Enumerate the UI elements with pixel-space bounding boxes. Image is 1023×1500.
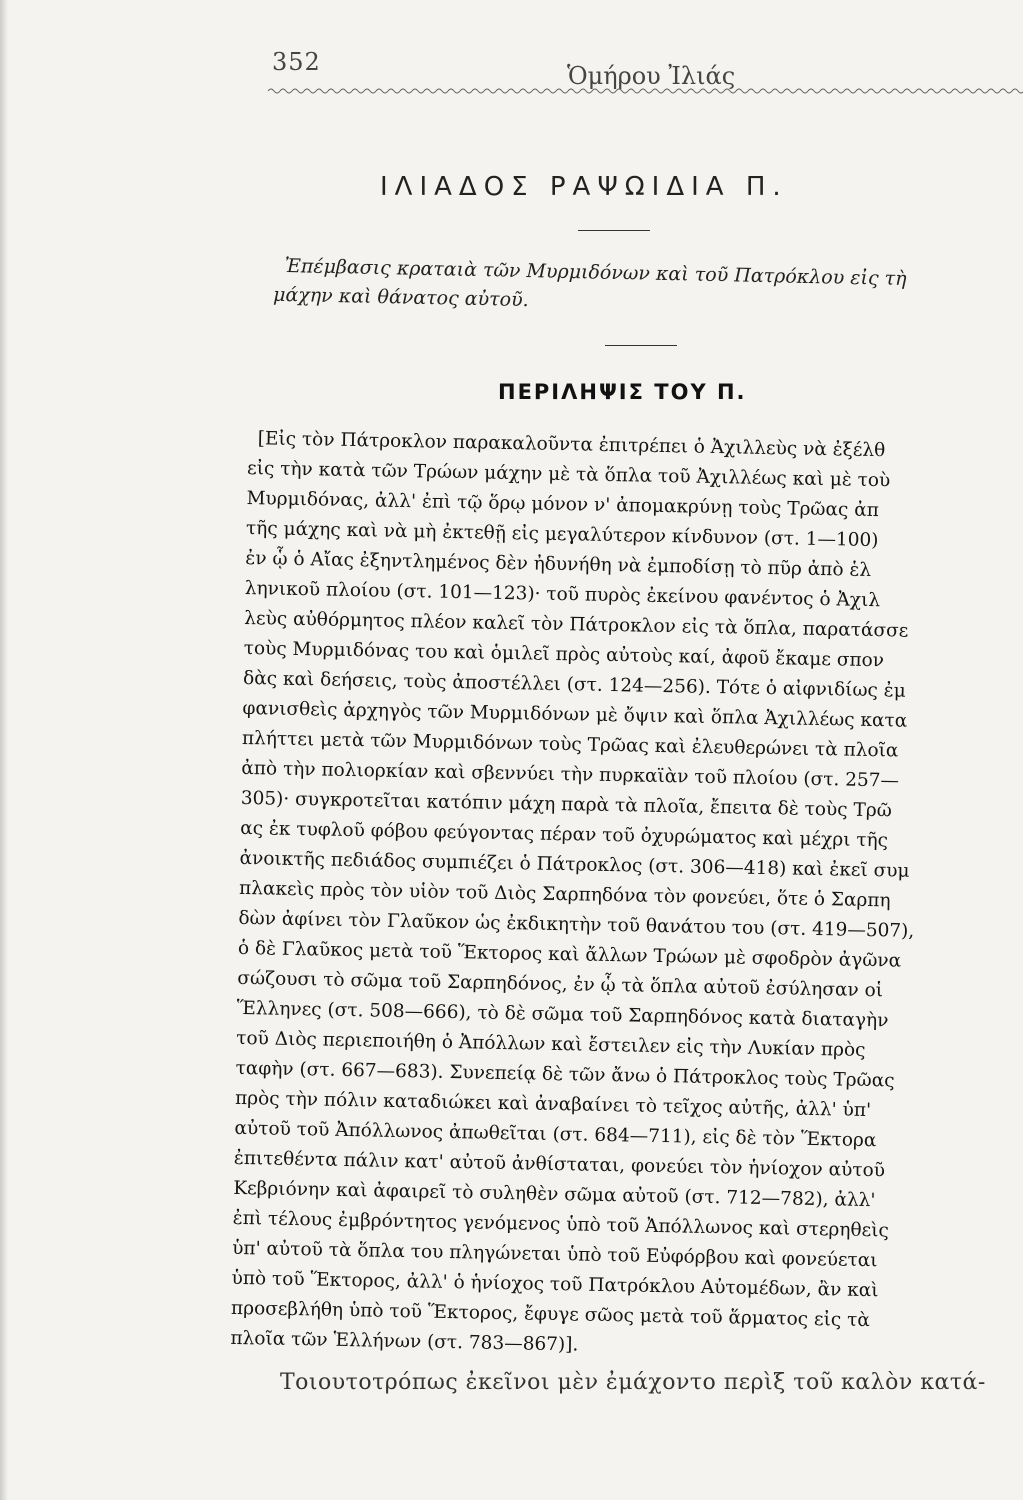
subtitle-line: Ἐπέμβασις κραταιὰ τῶν Μυρμιδόνων καὶ τοῦ Πατρόκλου εἰς τὴ [284,254,907,291]
summary-line: ληνικοῦ πλοίου (στ. 101—123)· τοῦ πυρὸς ἐκείνου φανέντος ὁ Ἀχιλ [244,577,881,612]
summary-line: εἰς τὴν κατὰ τῶν Τρώων μάχην μὲ τὰ ὅπλα τοῦ Ἀχιλλέως καὶ μὲ τοὺ [246,457,891,492]
summary-line: [Εἰς τὸν Πάτροκλον παρακαλοῦντα ἐπιτρέπει ὁ Ἀχιλλεὺς νὰ ἐξέλθ [257,428,886,462]
summary-line: ας ἐκ τυφλοῦ φόβου φεύγοντας πέραν τοῦ ὀχυρώματος καὶ μέχρι τῆς [240,817,889,852]
summary-line: σώζουσι τὸ σῶμα τοῦ Σαρπηδόνος, ἐν ᾧ τὰ ὅπλα αὐτοῦ ἐσύλησαν οἱ [237,967,884,1002]
summary-line: ὑπ' αὐτοῦ τὰ ὅπλα του πληγώνεται ὑπὸ τοῦ Εὐφόρβου καὶ φονεύεται [231,1237,878,1272]
subtitle-divider [605,345,677,346]
header-wavy-rule [268,86,1023,96]
summary-line: τῆς μάχης καὶ νὰ μὴ ἐκτεθῇ εἰς μεγαλύτερον κίνδυνον (στ. 1—100) [245,517,879,552]
summary-line: πλοῖα τῶν Ἑλλήνων (στ. 783—867)]. [230,1327,579,1356]
summary-line: ἀπὸ τὴν πολιορκίαν καὶ σβεννύει τὴν πυρκαϊὰν τοῦ πλοίου (στ. 257— [241,757,900,792]
summary-line: ἐπιτεθέντα πάλιν κατ' αὐτοῦ ἀνθίσταται, φονεύει τὸν ἡνίοχον αὐτοῦ [233,1147,886,1182]
summary-line: πρὸς τὴν πόλιν καταδιώκει καὶ ἀναβαίνει τὸ τεῖχος αὐτῆς, ἀλλ' ὑπ' [234,1087,872,1122]
summary-line: ταφὴν (στ. 667—683). Συνεπείᾳ δὲ τῶν ἄνω ὁ Πάτροκλος τοὺς Τρῶας [235,1057,895,1092]
summary-line: 305)· συγκροτεῖται κατόπιν μάχη παρὰ τὰ πλοῖα, ἔπειτα δὲ τοὺς Τρῶ [240,787,892,822]
summary-line: προσεβλήθη ὑπὸ τοῦ Ἕκτορος, ἔφυγε σῶος μετὰ τοῦ ἅρματος εἰς τὰ [230,1297,871,1332]
summary-line: τοῦ Διὸς περιεποιήθη ὁ Ἀπόλλων καὶ ἔστειλεν εἰς τὴν Λυκίαν πρὸς [236,1027,866,1061]
summary-line: ὑπὸ τοῦ Ἕκτορος, ἀλλ' ὁ ἡνίοχος τοῦ Πατρόκλου Αὐτομέδων, ἂν καὶ [231,1267,879,1302]
chapter-title: ΙΛΙΑΔΟΣ ΡΑΨΩΙΔΙΑ Π. [380,172,788,202]
summary-line: φανισθεὶς ἀρχηγὸς τῶν Μυρμιδόνων μὲ ὄψιν καὶ ὅπλα Ἀχιλλέως κατα [242,697,908,732]
summary-line: Μυρμιδόνας, ἀλλ' ἐπὶ τῷ ὅρῳ μόνον ν' ἀπομακρύνῃ τοὺς Τρῶας ἀπ [246,487,880,522]
summary-line: τοὺς Μυρμιδόνας του καὶ ὁμιλεῖ πρὸς αὐτοὺς καί, ἀφοῦ ἔκαμε σπον [243,637,885,672]
summary-text [230,424,1023,1356]
summary-heading: ΠΕΡΙΛΗΨΙΣ ΤΟΥ Π. [498,380,747,404]
summary-line: ἐπὶ τέλους ἐμβρόντητος γενόμενος ὑπὸ τοῦ Ἀπόλλωνος καὶ στερηθεὶς [232,1207,890,1242]
title-divider [578,230,650,231]
summary-line: ἀνοικτῆς πεδιάδος συμπιέζει ὁ Πάτροκλος (στ. 306—418) καὶ ἐκεῖ συμ [239,847,910,882]
summary-line: λεὺς αὐθόρμητος πλέον καλεῖ τὸν Πάτροκλον εἰς τὰ ὅπλα, παρατάσσε [244,607,909,642]
summary-line: Κεβριόνην καὶ ἀφαιρεῖ τὸ συληθὲν σῶμα αὐτοῦ (στ. 712—782), ἀλλ' [233,1177,876,1212]
running-title: Ὁμήρου Ἰλιάς [567,62,736,90]
page-edge-shadow [0,0,8,1500]
subtitle-line: μάχην καὶ θάνατος αὐτοῦ. [272,283,529,312]
summary-line: ὁ δὲ Γλαῦκος μετὰ τοῦ Ἕκτορος καὶ ἄλλων Τρώων μὲ σφοδρὸν ἀγῶνα [237,937,902,972]
summary-line: αὐτοῦ τοῦ Ἀπόλλωνος ἀπωθεῖται (στ. 684—711), εἰς δὲ τὸν Ἕκτορα [234,1117,877,1152]
summary-line: Ἕλληνες (στ. 508—666), τὸ δὲ σῶμα τοῦ Σαρπηδόνος κατὰ διαταγὴν [236,997,889,1032]
summary-line: πλακεὶς πρὸς τὸν υἱὸν τοῦ Διὸς Σαρπηδόνα τὸν φονεύει, ὅτε ὁ Σαρπη [238,877,891,912]
summary-line: ἐν ᾧ ὁ Αἴας ἐξηντλημένος δὲν ἠδυνήθη νὰ ἐμποδίσῃ τὸ πῦρ ἀπὸ ἑλ [245,547,872,581]
summary-line: δὰς καὶ δεήσεις, τοὺς ἀποστέλλει (στ. 124—256). Τότε ὁ αἰφνιδίως ἐμ [242,667,906,702]
summary-line: δὼν ἀφίνει τὸν Γλαῦκον ὡς ἐκδικητὴν τοῦ θανάτου του (στ. 419—507), [238,907,915,942]
poem-first-line: Τοιουτοτρόπως ἐκεῖνοι μὲν ἐμάχοντο περὶξ τοῦ καλὸν κατά- [280,1370,986,1395]
page-number: 352 [272,48,321,76]
chapter-subtitle [272,252,1023,325]
summary-line: πλήττει μετὰ τῶν Μυρμιδόνων τοὺς Τρῶας καὶ ἐλευθερώνει τὰ πλοῖα [241,727,899,762]
